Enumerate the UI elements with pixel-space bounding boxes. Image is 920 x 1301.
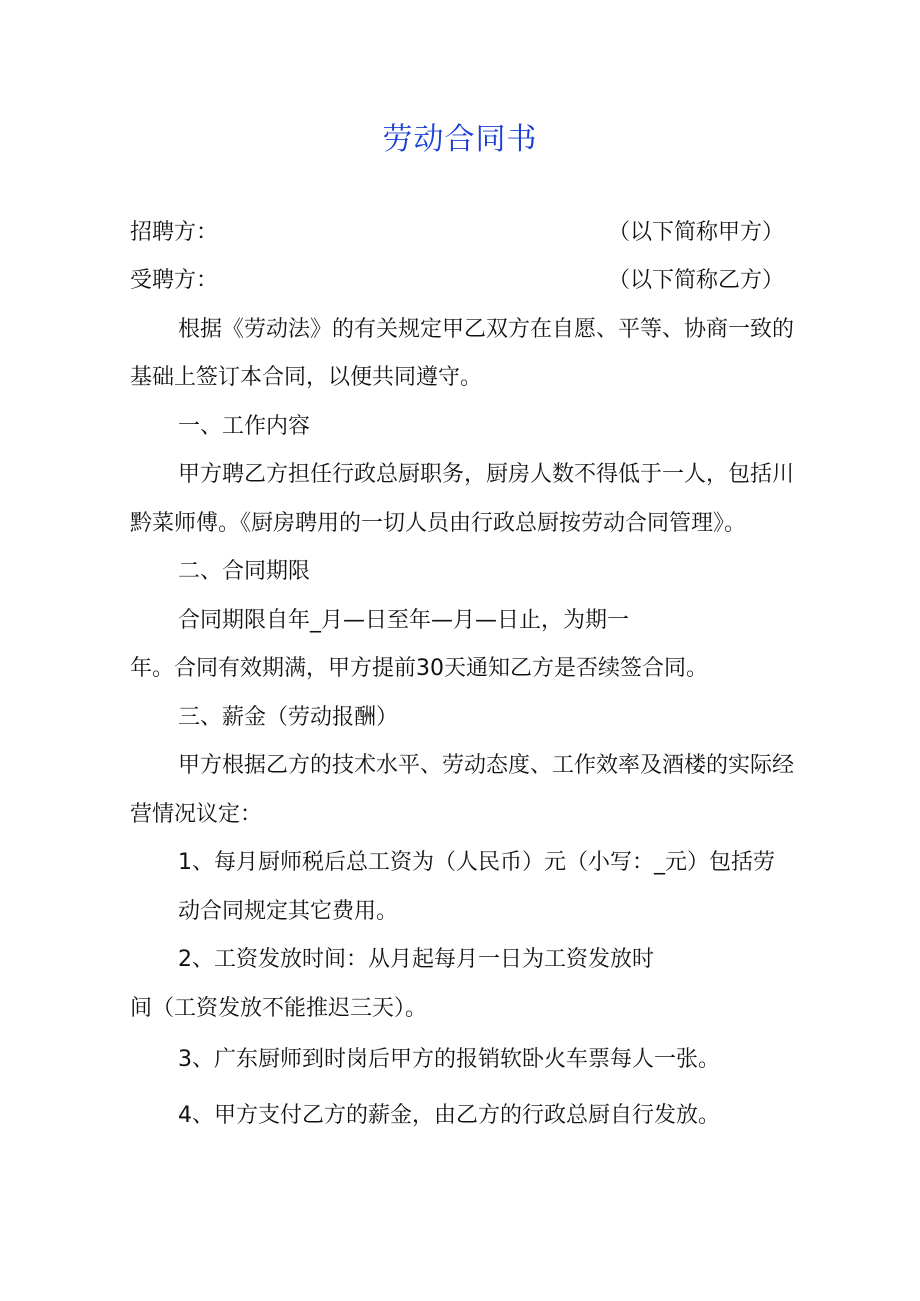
- party-b-label: 受聘方：: [130, 268, 219, 293]
- party-a-note: （以下简称甲方）: [608, 220, 785, 245]
- intro-paragraph-line-2: 基础上签订本合同，以便共同遵守。: [130, 365, 483, 390]
- section-1-heading: 一、工作内容: [178, 414, 311, 439]
- item-2-line-2: 间（工资发放不能推迟三天）。: [130, 996, 428, 1021]
- party-a-label: 招聘方：: [130, 220, 219, 245]
- document-title: 劳动合同书: [382, 122, 538, 157]
- party-b-note: （以下简称乙方）: [608, 268, 785, 293]
- item-2-line-1: 2、工资发放时间：从月起每月一日为工资发放时: [178, 947, 654, 972]
- section-3-line-1: 甲方根据乙方的技术水平、劳动态度、工作效率及酒楼的实际经: [178, 753, 795, 778]
- section-1-line-2: 黔菜师傅。《厨房聘用的一切人员由行政总厨按劳动合同管理》。: [130, 511, 747, 536]
- item-3: 3、广东厨师到时岗后甲方的报销软卧火车票每人一张。: [178, 1047, 720, 1072]
- item-1-line-1: 1、每月厨师税后总工资为（人民币）元（小写：_元）包括劳: [178, 850, 775, 875]
- item-1-line-2: 动合同规定其它费用。: [178, 899, 399, 924]
- section-2-heading: 二、合同期限: [178, 559, 311, 584]
- section-2-line-1: 合同期限自年_月—日至年—月—日止，为期一: [178, 608, 630, 633]
- section-1-line-1: 甲方聘乙方担任行政总厨职务，厨房人数不得低于一人，包括川: [178, 462, 795, 487]
- intro-paragraph-line-1: 根据《劳动法》的有关规定甲乙双方在自愿、平等、协商一致的: [178, 317, 795, 342]
- section-3-line-2: 营情况议定：: [130, 802, 263, 827]
- section-3-heading: 三、薪金（劳动报酬）: [178, 705, 399, 730]
- section-2-line-2: 年。合同有效期满，甲方提前30天通知乙方是否续签合同。: [130, 656, 708, 681]
- item-4: 4、甲方支付乙方的薪金，由乙方的行政总厨自行发放。: [178, 1103, 720, 1128]
